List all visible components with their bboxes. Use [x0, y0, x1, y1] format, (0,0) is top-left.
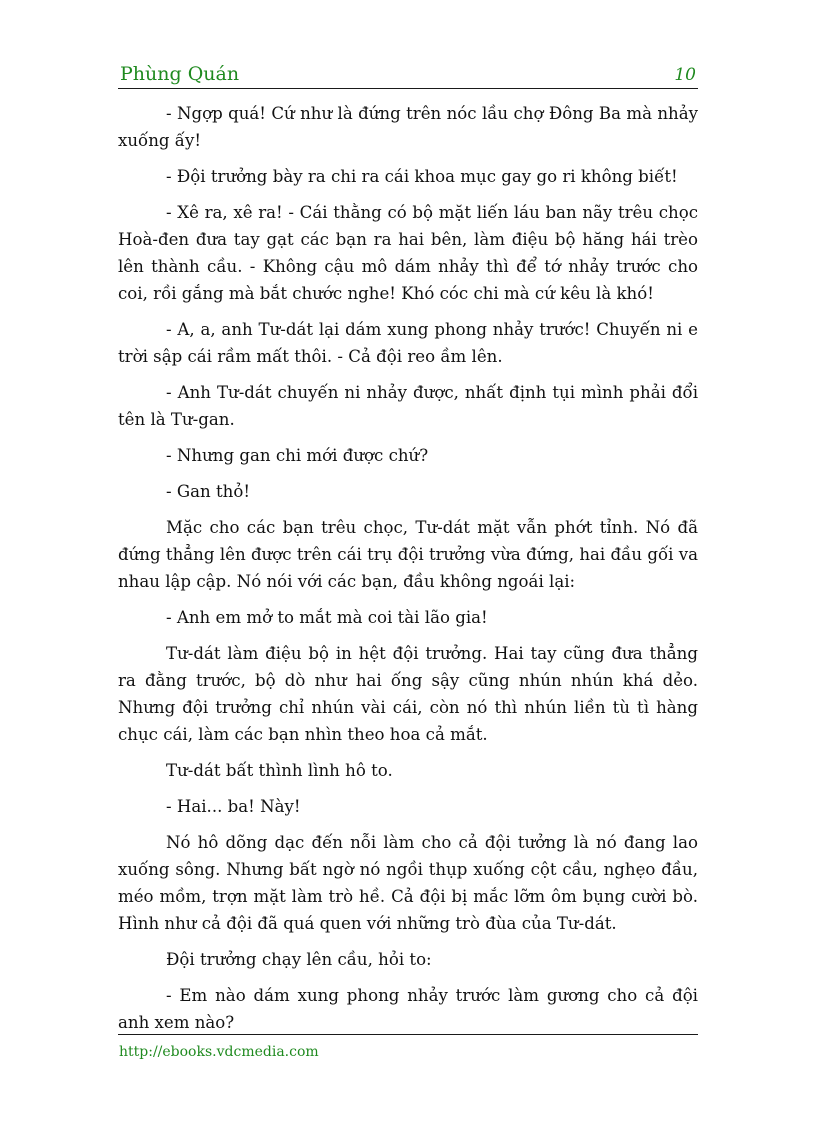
- paragraph: Tư-dát bất thình lình hô to.: [166, 761, 393, 780]
- paragraph: Tư-dát làm điệu bộ in hệt đội trưởng. Hai tay cũng đưa thẳng ra đằng trước, bộ dò như hai ống sậy cũng nhún nhún khá dẻo. Nhưng đội trưởng chỉ nhún vài cái, còn nó thì nhún liền tù tì hàng chục cái, làm các bạn nhìn theo hoa cả mắt.: [118, 644, 698, 744]
- paragraph: - A, a, anh Tư-dát lại dám xung phong nhảy trước! Chuyến ni e trời sập cái rầm mất thôi. - Cả đội reo ầm lên.: [118, 320, 698, 366]
- paragraph: - Xê ra, xê ra! - Cái thằng có bộ mặt liến láu ban nãy trêu chọc Hoà-đen đưa tay gạt các bạn ra hai bên, làm điệu bộ hăng hái trèo lên thành cầu. - Không cậu mô dám nhảy thì để tớ nhảy trước cho coi, rồi gắng mà bắt chước nghe! Khó cóc chi mà cứ kêu là khó!: [118, 203, 698, 303]
- paragraph: - Gan thỏ!: [166, 482, 251, 501]
- author-name: Phùng Quán: [120, 63, 240, 85]
- paragraph: Đội trưởng chạy lên cầu, hỏi to:: [166, 950, 432, 969]
- paragraph: - Em nào dám xung phong nhảy trước làm gương cho cả đội anh xem nào?: [118, 986, 698, 1032]
- footer-divider: [118, 1034, 698, 1035]
- paragraph: - Ngợp quá! Cứ như là đứng trên nóc lầu chợ Đông Ba mà nhảy xuống ấy!: [118, 104, 698, 150]
- paragraph: - Nhưng gan chi mới được chứ?: [166, 446, 429, 465]
- page-header: [118, 60, 698, 89]
- paragraph: Nó hô dõng dạc đến nỗi làm cho cả đội tưởng là nó đang lao xuống sông. Nhưng bất ngờ nó ngồi thụp xuống cột cầu, nghẹo đầu, méo mồm, trợn mặt làm trò hề. Cả đội bị mắc lỡm ôm bụng cười bò. Hình như cả đội đã quá quen với những trò đùa của Tư-dát.: [118, 833, 698, 933]
- paragraph: - Đội trưởng bày ra chi ra cái khoa mục gay go ri không biết!: [166, 167, 678, 186]
- page-body: [118, 100, 698, 1045]
- paragraph: - Anh Tư-dát chuyến ni nhảy được, nhất định tụi mình phải đổi tên là Tư-gan.: [118, 383, 698, 429]
- footer-link[interactable]: http://ebooks.vdcmedia.com: [119, 1044, 319, 1060]
- paragraph: - Anh em mở to mắt mà coi tài lão gia!: [166, 608, 488, 627]
- paragraph: - Hai... ba! Này!: [166, 797, 301, 816]
- page-number: 10: [674, 65, 696, 85]
- paragraph: Mặc cho các bạn trêu chọc, Tư-dát mặt vẫn phớt tỉnh. Nó đã đứng thẳng lên được trên cái trụ đội trưởng vừa đứng, hai đầu gối va nhau lập cập. Nó nói với các bạn, đầu không ngoái lại:: [118, 518, 698, 591]
